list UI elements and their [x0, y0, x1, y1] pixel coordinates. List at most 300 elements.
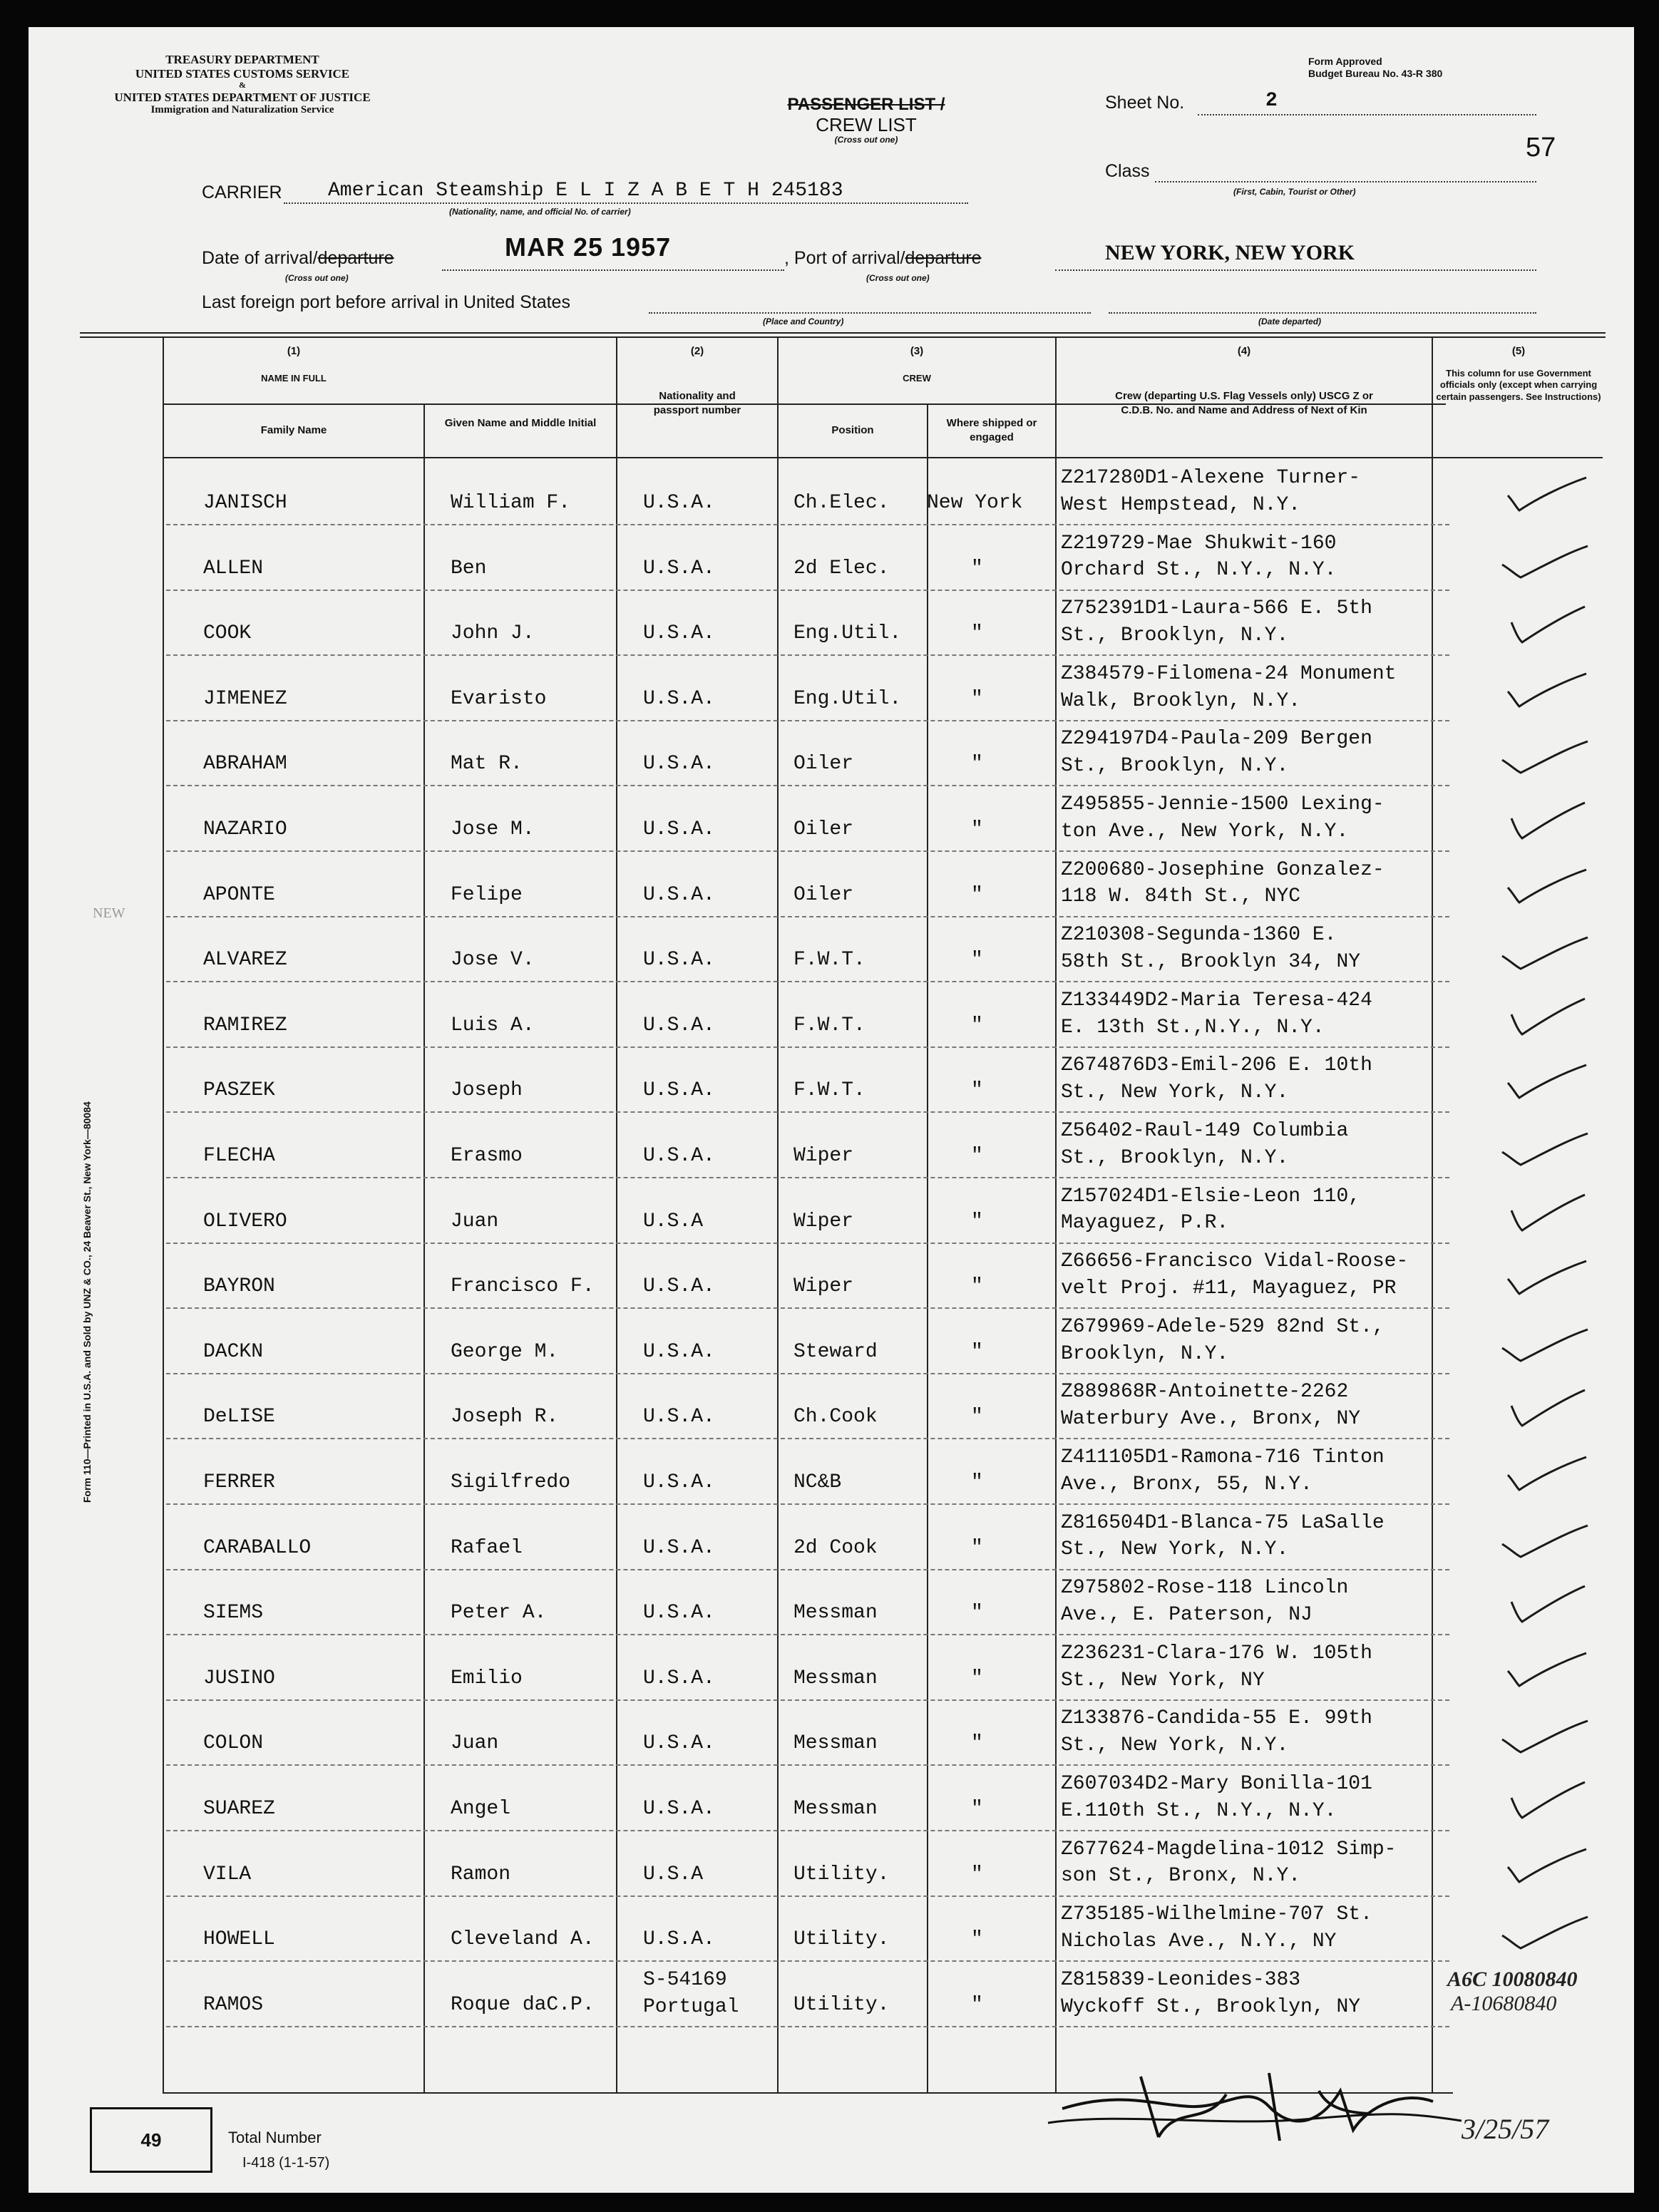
- where-shipped: ": [971, 1928, 983, 1951]
- last-port-date-note: (Date departed): [1258, 317, 1322, 326]
- family-name: COLON: [203, 1732, 264, 1755]
- checkmark-icon: [1494, 667, 1593, 716]
- checkmark-icon: [1494, 1189, 1593, 1239]
- given-name: Rafael: [451, 1536, 523, 1559]
- position: Wiper: [793, 1275, 854, 1298]
- where-shipped: ": [971, 1014, 983, 1036]
- last-port-label: Last foreign port before arrival in United States: [202, 292, 570, 312]
- next-of-kin: [1061, 1118, 1348, 1172]
- date-stamp: MAR 25 1957: [505, 232, 672, 262]
- next-of-kin: [1061, 1379, 1360, 1433]
- table-row: [29, 1048, 1634, 1113]
- table-row: [29, 1440, 1634, 1505]
- checkmark-icon: [1494, 1711, 1593, 1761]
- family-name: VILA: [203, 1863, 252, 1886]
- given-name: Evaristo: [451, 687, 547, 710]
- table-row: [29, 657, 1634, 721]
- form-approved: [1308, 56, 1442, 80]
- position: Messman: [793, 1602, 878, 1625]
- crew-list-title: CREW LIST: [816, 113, 917, 135]
- nationality: U.S.A.: [643, 557, 715, 580]
- checkmark-icon: [1494, 1254, 1593, 1304]
- next-of-kin-line-2: Brooklyn, N.Y.: [1061, 1342, 1229, 1365]
- col-family-header: Family Name: [260, 424, 327, 436]
- where-shipped: New York: [927, 492, 1023, 514]
- given-name: John J.: [451, 622, 535, 645]
- table-row: [29, 1179, 1634, 1244]
- checkmark-icon: [1494, 601, 1593, 651]
- where-shipped: ": [971, 1275, 983, 1298]
- position: Steward: [793, 1340, 878, 1363]
- agency-line-3: &: [239, 80, 246, 91]
- sheet-value: 2: [1265, 90, 1278, 112]
- where-shipped: ": [971, 1798, 983, 1820]
- next-of-kin-line-1: Z816504D1-Blanca-75 LaSalle: [1061, 1511, 1385, 1534]
- nationality: U.S.A: [643, 1863, 704, 1886]
- checkmark-icon: [1494, 1058, 1593, 1108]
- family-name: ABRAHAM: [203, 753, 287, 776]
- where-shipped: ": [971, 1602, 983, 1625]
- where-shipped: ": [971, 818, 983, 840]
- position: Ch.Elec.: [793, 492, 890, 514]
- carrier-note: (Nationality, name, and official No. of carrier): [449, 207, 631, 217]
- col-given-header: Given Name and Middle Initial: [444, 417, 597, 429]
- next-of-kin-line-1: Z66656-Francisco Vidal-Roose-: [1061, 1250, 1409, 1273]
- next-of-kin-line-1: Z133876-Candida-55 E. 99th: [1061, 1707, 1372, 1730]
- nationality: U.S.A.: [643, 753, 715, 776]
- nationality: U.S.A.: [643, 1145, 715, 1167]
- list-title: [770, 95, 962, 145]
- next-of-kin: [1061, 1510, 1385, 1564]
- total-label: Total Number: [228, 2129, 322, 2146]
- next-of-kin: [1061, 1705, 1372, 1759]
- next-of-kin-line-2: E. 13th St.,N.Y., N.Y.: [1061, 1016, 1325, 1039]
- port-departure-struck: departure: [905, 248, 982, 268]
- family-name: NAZARIO: [203, 818, 287, 840]
- next-of-kin-line-1: Z56402-Raul-149 Columbia: [1061, 1120, 1349, 1142]
- table-row: [29, 787, 1634, 852]
- agency-line-4: UNITED STATES DEPARTMENT OF JUSTICE: [114, 90, 371, 104]
- next-of-kin: [1061, 1771, 1372, 1825]
- port-label: [784, 248, 982, 269]
- next-of-kin: [1061, 1248, 1408, 1302]
- port-stamp: NEW YORK, NEW YORK: [1105, 241, 1355, 264]
- table-row: [29, 1962, 1634, 2027]
- next-of-kin: [1061, 987, 1372, 1041]
- given-name: Cleveland A.: [451, 1928, 595, 1951]
- date-departure-struck: departure: [317, 248, 394, 268]
- family-name: FERRER: [203, 1471, 275, 1493]
- checkmark-icon: [1494, 1123, 1593, 1173]
- table-row: [29, 1570, 1634, 1635]
- nationality: U.S.A.: [643, 1406, 715, 1429]
- position: Messman: [793, 1732, 878, 1755]
- position: Messman: [793, 1798, 878, 1820]
- table-row: [29, 853, 1634, 917]
- next-of-kin: [1061, 791, 1385, 845]
- col-position-header: Position: [831, 424, 874, 436]
- checkmark-icon: [1494, 1384, 1593, 1434]
- col5-title: This column for use Government officials only (except when carrying certain passengers. See Instructions): [1436, 368, 1601, 402]
- next-of-kin-line-2: West Hempstead, N.Y.: [1061, 493, 1301, 516]
- nationality: U.S.A.: [643, 949, 715, 972]
- given-name: Jose M.: [451, 818, 535, 840]
- next-of-kin-line-2: Walk, Brooklyn, N.Y.: [1061, 689, 1301, 712]
- next-of-kin-line-1: Z219729-Mae Shukwit-160: [1061, 532, 1337, 555]
- family-name: JANISCH: [203, 492, 287, 514]
- next-of-kin-line-1: Z815839-Leonides-383: [1061, 1968, 1301, 1991]
- checkmark-icon: [1494, 470, 1593, 520]
- where-shipped: ": [971, 687, 983, 710]
- sheet-label: Sheet No.: [1105, 93, 1185, 113]
- table-top-rule-2: [80, 336, 1606, 338]
- checkmark-icon: [1494, 731, 1593, 781]
- col1-number: (1): [287, 345, 301, 357]
- where-shipped: ": [971, 949, 983, 972]
- date-note: (Cross out one): [285, 273, 349, 283]
- next-of-kin-line-2: son St., Bronx, N.Y.: [1061, 1865, 1301, 1888]
- checkmark-icon: [1494, 1842, 1593, 1892]
- given-name: Luis A.: [451, 1014, 535, 1036]
- next-of-kin-line-2: St., New York, N.Y.: [1061, 1081, 1289, 1104]
- given-name: Sigilfredo: [451, 1471, 571, 1493]
- given-name: Juan: [451, 1210, 499, 1233]
- next-of-kin-line-2: St., New York, N.Y.: [1061, 1734, 1289, 1757]
- next-of-kin-line-2: St., Brooklyn, N.Y.: [1061, 624, 1289, 647]
- checkmark-icon: [1494, 1907, 1593, 1957]
- checkmark-icon: [1494, 1776, 1593, 1826]
- position: Oiler: [793, 883, 854, 906]
- next-of-kin-line-2: ton Ave., New York, N.Y.: [1061, 820, 1349, 843]
- given-name: Joseph: [451, 1079, 523, 1102]
- given-name: Felipe: [451, 883, 523, 906]
- table-row: [29, 917, 1634, 982]
- position: Utility.: [793, 1863, 890, 1886]
- checkmark-icon: [1494, 536, 1593, 586]
- table-row: [29, 591, 1634, 656]
- next-of-kin: [1061, 1901, 1372, 1955]
- family-name: FLECHA: [203, 1145, 275, 1167]
- form-approved-line-2: Budget Bureau No. 43-R 380: [1308, 67, 1443, 79]
- last-port-place-line: [649, 312, 1091, 314]
- table-row: [29, 1636, 1634, 1701]
- checkmark-icon: [1494, 1516, 1593, 1565]
- checkmark-icon: [1494, 1450, 1593, 1500]
- next-of-kin: [1061, 922, 1360, 976]
- given-name: William F.: [451, 492, 571, 514]
- next-of-kin: [1061, 661, 1396, 715]
- nationality: U.S.A.: [643, 818, 715, 840]
- checkmark-icon: [1494, 863, 1593, 912]
- family-name: CARABALLO: [203, 1536, 312, 1559]
- ramos-handwritten-id-1: A6C 10080840: [1447, 1967, 1578, 1991]
- carrier-label: CARRIER: [202, 182, 282, 202]
- table-row: [29, 721, 1634, 786]
- next-of-kin: [1061, 1183, 1360, 1238]
- family-name: SIEMS: [203, 1602, 264, 1625]
- given-name: Francisco F.: [451, 1275, 595, 1298]
- next-of-kin-line-1: Z752391D1-Laura-566 E. 5th: [1061, 597, 1372, 620]
- table-row: [29, 1374, 1634, 1439]
- position: Utility.: [793, 1928, 890, 1951]
- nationality: U.S.A.: [643, 1014, 715, 1036]
- carrier-line: [284, 202, 968, 204]
- next-of-kin: [1061, 465, 1360, 519]
- date-line: [442, 269, 784, 271]
- agency-line-5: Immigration and Naturalization Service: [150, 104, 334, 116]
- table-row: [29, 1832, 1634, 1897]
- next-of-kin: [1061, 1836, 1396, 1891]
- given-name: Emilio: [451, 1667, 523, 1689]
- given-name: Mat R.: [451, 753, 523, 776]
- family-name: RAMIREZ: [203, 1014, 287, 1036]
- col1-title: NAME IN FULL: [261, 373, 327, 384]
- family-name: JUSINO: [203, 1667, 275, 1689]
- next-of-kin-line-1: Z384579-Filomena-24 Monument: [1061, 662, 1397, 685]
- last-port-date-line: [1109, 312, 1536, 314]
- col4-title: Crew (departing U.S. Flag Vessels only) USCG Z or C.D.B. No. and Name and Address of Next of Kin: [1115, 390, 1373, 416]
- next-of-kin-line-2: Waterbury Ave., Bronx, NY: [1061, 1408, 1361, 1431]
- where-shipped: ": [971, 557, 983, 580]
- where-shipped: ": [971, 883, 983, 906]
- family-name: APONTE: [203, 883, 275, 906]
- next-of-kin: [1061, 1640, 1372, 1694]
- given-name: Juan: [451, 1732, 499, 1755]
- where-shipped: ": [971, 1210, 983, 1233]
- next-of-kin-line-1: Z677624-Magdelina-1012 Simp-: [1061, 1838, 1397, 1861]
- where-shipped: ": [971, 1993, 983, 2016]
- table-row: [29, 1113, 1634, 1178]
- port-note: (Cross out one): [866, 273, 930, 283]
- next-of-kin-line-2: St., New York, NY: [1061, 1669, 1265, 1692]
- where-shipped: ": [971, 1340, 983, 1363]
- nationality: U.S.A.: [643, 883, 715, 906]
- col2-number: (2): [690, 345, 704, 357]
- next-of-kin: [1061, 1575, 1348, 1629]
- row-rule: [166, 2026, 1449, 2027]
- next-of-kin-line-2: Orchard St., N.Y., N.Y.: [1061, 559, 1337, 582]
- col4-number: (4): [1237, 345, 1251, 357]
- where-shipped: ": [971, 622, 983, 645]
- checkmark-icon: [1494, 1320, 1593, 1369]
- agency-line-2: UNITED STATES CUSTOMS SERVICE: [135, 66, 350, 81]
- position: Ch.Cook: [793, 1406, 878, 1429]
- nationality: U.S.A.: [643, 687, 715, 710]
- next-of-kin-line-1: Z210308-Segunda-1360 E.: [1061, 924, 1337, 947]
- next-of-kin-line-2: velt Proj. #11, Mayaguez, PR: [1061, 1277, 1397, 1300]
- next-of-kin-line-2: Mayaguez, P.R.: [1061, 1212, 1229, 1235]
- nationality: U.S.A.: [643, 1732, 715, 1755]
- next-of-kin-line-2: E.110th St., N.Y., N.Y.: [1061, 1799, 1337, 1822]
- next-of-kin-line-1: Z674876D3-Emil-206 E. 10th: [1061, 1054, 1372, 1077]
- next-of-kin-line-1: Z495855-Jennie-1500 Lexing-: [1061, 793, 1385, 816]
- form-approved-line-1: Form Approved: [1308, 56, 1382, 67]
- table-row: [29, 1506, 1634, 1570]
- family-name: COOK: [203, 622, 252, 645]
- position: Oiler: [793, 818, 854, 840]
- next-of-kin-line-1: Z133449D2-Maria Teresa-424: [1061, 989, 1372, 1012]
- next-of-kin: [1061, 1314, 1385, 1368]
- where-shipped: ": [971, 1863, 983, 1886]
- given-name: George M.: [451, 1340, 559, 1363]
- table-row: [29, 983, 1634, 1048]
- next-of-kin: [1061, 530, 1336, 585]
- family-name: DeLISE: [203, 1406, 275, 1429]
- nationality: S-54169 Portugal: [643, 1968, 739, 2018]
- form-code: I-418 (1-1-57): [242, 2155, 330, 2171]
- where-shipped: ": [971, 1406, 983, 1429]
- table-row: [29, 1766, 1634, 1831]
- next-of-kin-line-2: 118 W. 84th St., NYC: [1061, 885, 1301, 908]
- next-of-kin-line-2: 58th St., Brooklyn 34, NY: [1061, 950, 1361, 973]
- given-name: Roque daC.P.: [451, 1993, 595, 2016]
- position: Oiler: [793, 753, 854, 776]
- family-name: ALLEN: [203, 557, 264, 580]
- nationality: U.S.A.: [643, 1275, 715, 1298]
- class-label: Class: [1105, 161, 1150, 181]
- next-of-kin-line-2: St., Brooklyn, N.Y.: [1061, 1146, 1289, 1169]
- nationality: U.S.A.: [643, 1536, 715, 1559]
- family-name: BAYRON: [203, 1275, 275, 1298]
- next-of-kin: [1061, 857, 1385, 911]
- next-of-kin: [1061, 726, 1372, 780]
- next-of-kin-line-1: Z607034D2-Mary Bonilla-101: [1061, 1773, 1372, 1795]
- where-shipped: ": [971, 1079, 983, 1102]
- family-name: RAMOS: [203, 1993, 264, 2016]
- officer-signature: [1034, 2062, 1476, 2155]
- next-of-kin: [1061, 595, 1372, 649]
- next-of-kin-line-2: Wyckoff St., Brooklyn, NY: [1061, 1995, 1361, 2018]
- total-value: 49: [140, 2129, 162, 2151]
- agency-line-1: TREASURY DEPARTMENT: [165, 53, 319, 66]
- last-port-place-note: (Place and Country): [763, 317, 844, 326]
- nationality: U.S.A: [643, 1210, 704, 1233]
- next-of-kin: [1061, 1967, 1360, 2021]
- table-row: [29, 1244, 1634, 1309]
- next-of-kin-line-1: Z679969-Adele-529 82nd St.,: [1061, 1315, 1385, 1338]
- family-name: SUAREZ: [203, 1798, 275, 1820]
- next-of-kin-line-1: Z217280D1-Alexene Turner-: [1061, 467, 1361, 489]
- nationality: U.S.A.: [643, 1340, 715, 1363]
- given-name: Erasmo: [451, 1145, 523, 1167]
- margin-note: NEW: [93, 905, 125, 921]
- class-line: [1155, 181, 1536, 182]
- where-shipped: ": [971, 1732, 983, 1755]
- checkmark-icon: [1494, 993, 1593, 1043]
- family-name: HOWELL: [203, 1928, 275, 1951]
- next-of-kin-line-1: Z200680-Josephine Gonzalez-: [1061, 858, 1385, 881]
- nationality: U.S.A.: [643, 492, 715, 514]
- date-label: [202, 248, 394, 269]
- printer-note: Form 110—Printed in U.S.A. and Sold by UNZ & CO., 24 Beaver St., New York—80084: [81, 1101, 93, 1503]
- class-note: (First, Cabin, Tourist or Other): [1233, 187, 1356, 197]
- next-of-kin-line-1: Z975802-Rose-118 Lincoln: [1061, 1577, 1349, 1600]
- family-name: DACKN: [203, 1340, 264, 1363]
- next-of-kin-line-2: St., New York, N.Y.: [1061, 1538, 1289, 1561]
- nationality: U.S.A.: [643, 1602, 715, 1625]
- next-of-kin: [1061, 1052, 1372, 1106]
- position: 2d Elec.: [793, 557, 890, 580]
- next-of-kin-line-2: Nicholas Ave., N.Y., NY: [1061, 1930, 1337, 1953]
- next-of-kin-line-2: St., Brooklyn, N.Y.: [1061, 755, 1289, 778]
- next-of-kin-line-1: Z157024D1-Elsie-Leon 110,: [1061, 1185, 1361, 1208]
- col3-title: CREW: [903, 373, 931, 384]
- next-of-kin-line-1: Z889868R-Antoinette-2262: [1061, 1381, 1349, 1404]
- family-name: OLIVERO: [203, 1210, 287, 1233]
- checkmark-icon: [1494, 1646, 1593, 1696]
- checkmark-icon: [1494, 797, 1593, 847]
- col5-number: (5): [1511, 345, 1526, 357]
- nationality: U.S.A.: [643, 1798, 715, 1820]
- family-name: PASZEK: [203, 1079, 275, 1102]
- given-name: Ben: [451, 557, 487, 580]
- port-line: [1055, 269, 1536, 271]
- header-bottom-rule: [163, 457, 1603, 458]
- next-of-kin-line-1: Z294197D4-Paula-209 Bergen: [1061, 728, 1372, 751]
- nationality: U.S.A.: [643, 622, 715, 645]
- next-of-kin-line-2: Ave., Bronx, 55, N.Y.: [1061, 1473, 1313, 1496]
- nationality: U.S.A.: [643, 1079, 715, 1102]
- page-number: 57: [1526, 133, 1556, 163]
- where-shipped: ": [971, 1145, 983, 1167]
- given-name: Angel: [451, 1798, 511, 1820]
- position: Eng.Util.: [793, 687, 902, 710]
- ramos-handwritten-id-2: A-10680840: [1451, 1992, 1557, 2015]
- family-name: JIMENEZ: [203, 687, 287, 710]
- family-name: ALVAREZ: [203, 949, 287, 972]
- agency-header: [71, 53, 414, 117]
- table-row: [29, 1897, 1634, 1962]
- position: Wiper: [793, 1210, 854, 1233]
- position: Messman: [793, 1667, 878, 1689]
- next-of-kin-line-1: Z735185-Wilhelmine-707 St.: [1061, 1903, 1372, 1926]
- crew-list-form: [29, 27, 1634, 2193]
- where-shipped: ": [971, 753, 983, 776]
- position: F.W.T.: [793, 949, 866, 972]
- checkmark-icon: [1494, 1580, 1593, 1630]
- position: F.W.T.: [793, 1014, 866, 1036]
- position: Utility.: [793, 1993, 890, 2016]
- next-of-kin: [1061, 1444, 1385, 1498]
- table-top-rule: [80, 332, 1606, 334]
- given-name: Ramon: [451, 1863, 511, 1886]
- port-label-text: , Port of arrival/: [784, 248, 905, 268]
- passenger-list-struck: PASSENGER LIST /: [787, 95, 945, 114]
- table-row: [29, 1701, 1634, 1766]
- checkmark-icon: [1494, 927, 1593, 977]
- given-name: Jose V.: [451, 949, 535, 972]
- given-name: Joseph R.: [451, 1406, 559, 1429]
- where-shipped: ": [971, 1667, 983, 1689]
- next-of-kin-line-1: Z236231-Clara-176 W. 105th: [1061, 1642, 1372, 1665]
- nationality: U.S.A.: [643, 1471, 715, 1493]
- table-row: [29, 461, 1634, 525]
- handwritten-date: 3/25/57: [1462, 2113, 1549, 2145]
- col3-number: (3): [910, 345, 924, 357]
- next-of-kin-line-2: Ave., E. Paterson, NJ: [1061, 1603, 1313, 1626]
- table-row: [29, 1310, 1634, 1374]
- next-of-kin-line-1: Z411105D1-Ramona-716 Tinton: [1061, 1446, 1385, 1468]
- position: Wiper: [793, 1145, 854, 1167]
- col2-title: Nationality and passport number: [653, 390, 741, 416]
- position: NC&B: [793, 1471, 842, 1493]
- nationality: U.S.A.: [643, 1928, 715, 1951]
- given-name: Peter A.: [451, 1602, 547, 1625]
- where-shipped: ": [971, 1471, 983, 1493]
- position: 2d Cook: [793, 1536, 878, 1559]
- total-box: [90, 2107, 212, 2173]
- table-row: [29, 526, 1634, 591]
